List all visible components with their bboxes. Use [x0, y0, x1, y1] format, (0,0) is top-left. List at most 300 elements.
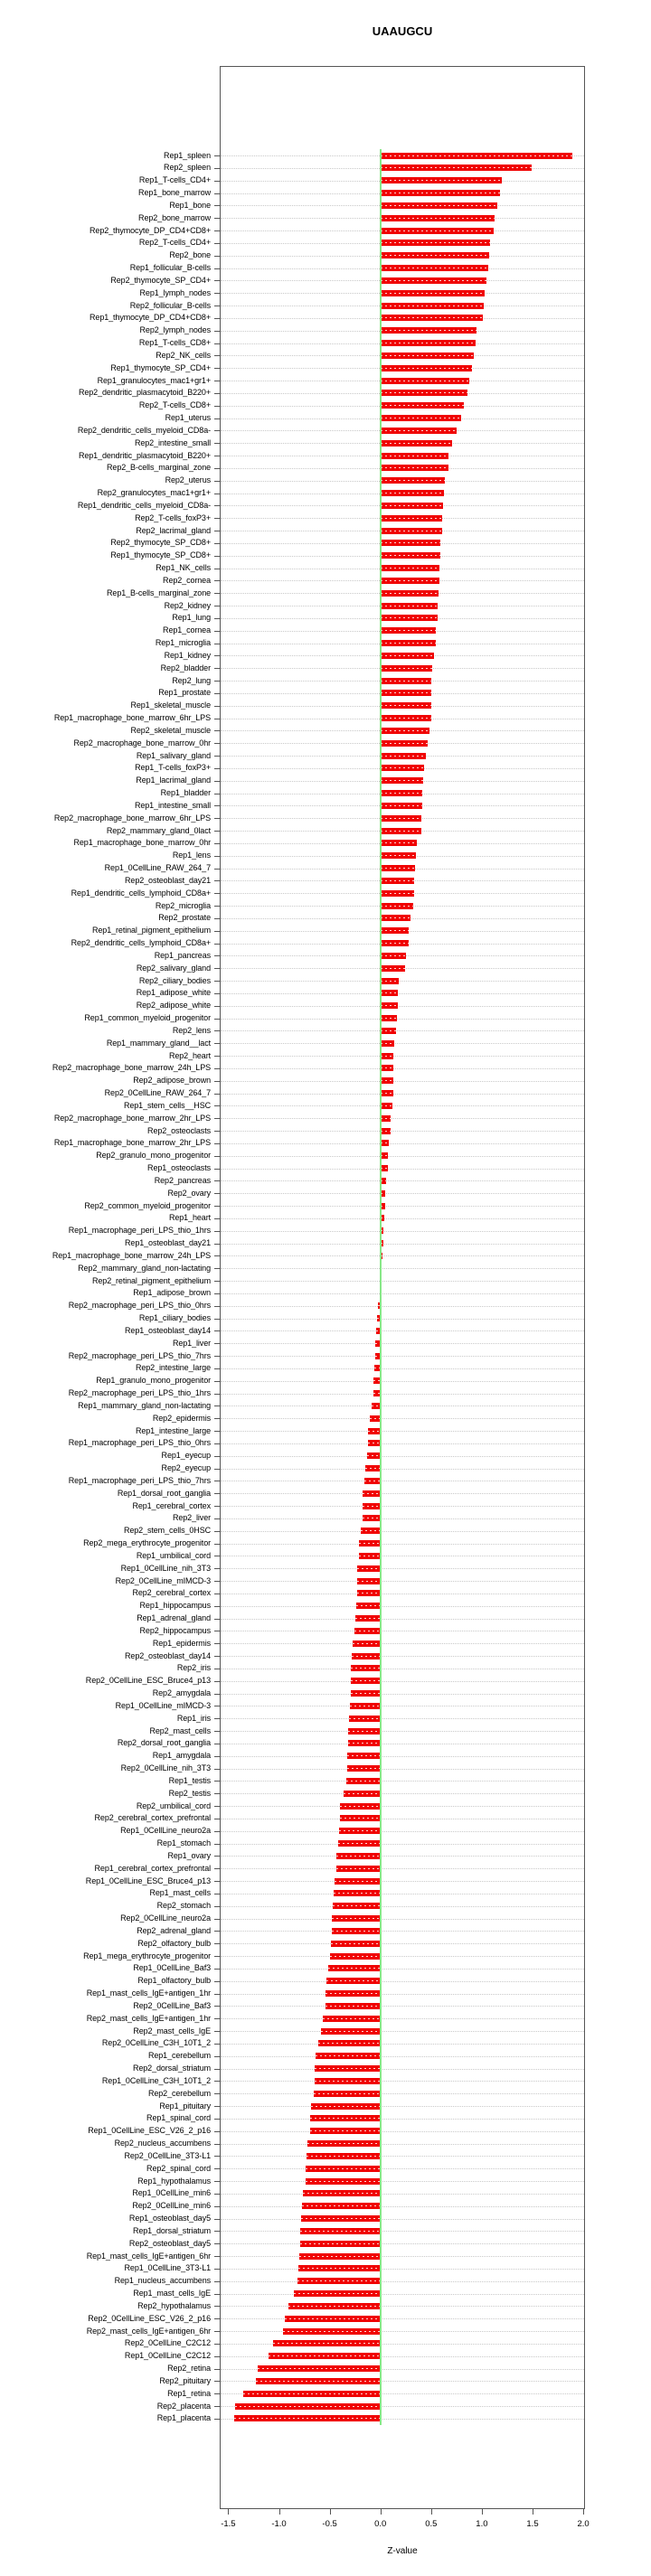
x-tick-label: 1.5 [526, 2519, 539, 2529]
row-label: Rep1_adipose_white [136, 988, 211, 998]
row-label: Rep1_osteoblast_day14 [125, 1325, 211, 1335]
y-tick [214, 1931, 220, 1932]
row-label: Rep1_NK_cells [156, 563, 211, 573]
bar-grid-dots [333, 1905, 381, 1906]
bar-grid-dots [243, 2393, 380, 2394]
bar [332, 1928, 381, 1934]
y-tick [214, 2231, 220, 2232]
y-tick [214, 2243, 220, 2244]
bar [381, 252, 489, 259]
row-label: Rep1_0CellLine_mIMCD-3 [115, 1700, 211, 1710]
bar-grid-dots [351, 1668, 381, 1669]
bar-grid-dots [381, 1093, 394, 1094]
bar [283, 2328, 381, 2335]
row-label: Rep1_dorsal_striatum [132, 2225, 211, 2235]
x-tick-label: 1.0 [476, 2519, 488, 2529]
bar [359, 1540, 381, 1547]
bar [332, 1915, 381, 1922]
gridline [221, 2206, 584, 2207]
bar [326, 1978, 380, 1984]
bar [381, 702, 431, 709]
row-label: Rep1_retinal_pigment_epithelium [92, 926, 211, 935]
row-label: Rep2_follicular_B-cells [129, 300, 211, 310]
y-tick [214, 1806, 220, 1807]
bar [355, 1615, 381, 1622]
bar-grid-dots [335, 1881, 380, 1882]
y-tick [214, 181, 220, 182]
gridline [221, 1969, 584, 1970]
y-tick [214, 2119, 220, 2120]
bar-grid-dots [347, 1755, 381, 1756]
bar [285, 2316, 380, 2322]
gridline [221, 1019, 584, 1020]
row-label: Rep2_osteoblast_day21 [125, 875, 211, 885]
row-label: Rep2_heart [168, 1050, 211, 1060]
gridline [221, 1131, 584, 1132]
y-tick [214, 593, 220, 594]
row-label: Rep2_lymph_nodes [139, 325, 211, 335]
y-tick [214, 1206, 220, 1207]
y-tick [214, 1169, 220, 1170]
gridline [221, 1868, 584, 1869]
row-label: Rep1_macrophage_bone_marrow_0hr [73, 838, 211, 848]
bar-grid-dots [381, 1056, 394, 1057]
row-label: Rep1_macrophage_peri_LPS_thio_7hrs [68, 1475, 211, 1485]
bar-grid-dots [356, 1605, 381, 1606]
bar [294, 2290, 380, 2297]
bar-grid-dots [381, 831, 421, 832]
row-label: Rep2_lens [172, 1025, 211, 1035]
bar-grid-dots [381, 555, 440, 556]
row-label: Rep1_adrenal_gland [137, 1613, 211, 1623]
bar [364, 1478, 381, 1484]
y-tick [214, 2106, 220, 2107]
row-label: Rep2_bone [169, 250, 211, 260]
row-label: Rep2_mast_cells_IgE+antigen_6hr [86, 2326, 211, 2336]
bar [300, 2228, 381, 2234]
bar [381, 915, 411, 921]
gridline [221, 1368, 584, 1369]
gridline [221, 1606, 584, 1607]
bar [381, 1165, 388, 1171]
bar [381, 978, 399, 984]
row-label: Rep2_cornea [163, 575, 211, 585]
bar [351, 1690, 381, 1697]
row-label: Rep2_olfactory_bulb [137, 1938, 211, 1948]
bar-grid-dots [381, 1080, 394, 1081]
row-label: Rep2_iris [176, 1663, 211, 1673]
gridline [221, 2181, 584, 2182]
y-tick [214, 2369, 220, 2370]
bar-grid-dots [381, 493, 445, 494]
row-label: Rep1_mega_erythrocyte_progenitor [83, 1951, 211, 1960]
bar-grid-dots [314, 2093, 381, 2094]
bar [381, 1140, 389, 1146]
gridline [221, 2231, 584, 2232]
y-tick [214, 1394, 220, 1395]
y-tick [214, 1943, 220, 1944]
bar [381, 290, 486, 296]
row-label: Rep2_dorsal_striatum [132, 2064, 211, 2073]
bar [381, 340, 476, 346]
row-label: Rep1_T-cells_foxP3+ [135, 763, 211, 773]
y-tick [214, 1544, 220, 1545]
row-label: Rep2_spinal_cord [146, 2163, 211, 2173]
gridline [221, 2318, 584, 2319]
gridline [221, 2006, 584, 2007]
bar [300, 2241, 381, 2247]
gridline [221, 1156, 584, 1157]
row-label: Rep1_mast_cells_IgE+antigen_1hr [86, 1988, 211, 1998]
bar [288, 2303, 381, 2309]
y-tick [214, 1330, 220, 1331]
row-label: Rep2_0CellLine_3T3-L1 [124, 2150, 211, 2160]
bar-grid-dots [381, 617, 438, 618]
bar-grid-dots [336, 1868, 380, 1869]
y-tick [214, 869, 220, 870]
row-label: Rep1_macrophage_bone_marrow_24h_LPS [52, 1250, 211, 1260]
row-label: Rep2_microglia [155, 900, 211, 910]
bar [381, 740, 429, 747]
row-label: Rep2_macrophage_peri_LPS_thio_1hrs [68, 1388, 211, 1398]
bar [381, 878, 414, 884]
row-label: Rep2_retinal_pigment_epithelium [92, 1275, 211, 1285]
gridline [221, 1343, 584, 1344]
bar [367, 1453, 381, 1459]
bar [234, 2415, 381, 2421]
gridline [221, 1619, 584, 1620]
row-label: Rep1_pituitary [159, 2101, 211, 2111]
gridline [221, 1244, 584, 1245]
bar-grid-dots [381, 230, 495, 231]
bar [351, 1678, 381, 1684]
row-label: Rep1_spleen [164, 150, 211, 160]
bar [336, 1866, 380, 1872]
bar [339, 1828, 381, 1834]
y-tick [214, 280, 220, 281]
row-label: Rep1_osteoblast_day21 [125, 1238, 211, 1248]
bar [346, 1778, 381, 1784]
bar [381, 715, 431, 721]
y-tick [214, 2031, 220, 2032]
bar [381, 390, 467, 396]
bar [326, 2003, 381, 2009]
bar [321, 2028, 381, 2035]
y-tick [214, 893, 220, 894]
y-tick [214, 418, 220, 419]
bar-grid-dots [381, 1131, 391, 1132]
y-tick [214, 1105, 220, 1106]
bar [311, 2103, 380, 2110]
bar-grid-dots [381, 1155, 388, 1156]
bar-grid-dots [381, 780, 423, 781]
row-label: Rep1_hippocampus [139, 1601, 211, 1611]
row-label: Rep2_kidney [164, 600, 211, 610]
bar-grid-dots [381, 1030, 396, 1031]
bar-grid-dots [340, 1806, 381, 1807]
bar-grid-dots [307, 2143, 381, 2144]
y-tick [214, 1356, 220, 1357]
bar [340, 1803, 381, 1810]
row-label: Rep2_testis [168, 1788, 211, 1798]
bar-grid-dots [381, 893, 414, 894]
bar-grid-dots [381, 692, 431, 693]
bar-grid-dots [381, 668, 432, 669]
row-label: Rep2_lacrimal_gland [136, 525, 211, 535]
row-label: Rep2_thymocyte_SP_CD4+ [110, 275, 211, 285]
y-tick [214, 1731, 220, 1732]
bar [381, 515, 442, 522]
row-label: Rep2_0CellLine_C3H_10T1_2 [101, 2038, 211, 2048]
row-label: Rep1_granulocytes_mac1+gr1+ [97, 375, 211, 385]
x-tick-label: 0.5 [425, 2519, 438, 2529]
y-tick [214, 355, 220, 356]
bar [310, 2115, 380, 2121]
bar-grid-dots [294, 2293, 380, 2294]
y-tick [214, 2056, 220, 2057]
gridline [221, 1643, 584, 1644]
y-tick [214, 756, 220, 757]
gridline [221, 1330, 584, 1331]
row-label: Rep1_lung [172, 613, 211, 623]
row-label: Rep2_epidermis [152, 1413, 211, 1423]
bar-grid-dots [381, 155, 572, 156]
bar [357, 1565, 381, 1572]
bar-grid-dots [330, 1956, 381, 1957]
bar-grid-dots [381, 405, 464, 406]
y-tick [214, 2044, 220, 2045]
bar [381, 190, 500, 196]
gridline [221, 1218, 584, 1219]
bar-grid-dots [381, 205, 497, 206]
gridline [221, 2331, 584, 2332]
bar-grid-dots [381, 868, 415, 869]
row-label: Rep2_mast_cells_IgE [133, 2026, 211, 2035]
bar [359, 1553, 381, 1559]
bar [273, 2340, 381, 2346]
bar-grid-dots [306, 2181, 381, 2182]
bar-grid-dots [381, 842, 417, 843]
row-label: Rep1_cerebral_cortex_prefrontal [94, 1863, 211, 1873]
bar-grid-dots [381, 705, 431, 706]
bar-grid-dots [357, 1581, 381, 1582]
bar [303, 2190, 380, 2196]
bar [350, 1703, 381, 1709]
gridline [221, 2018, 584, 2019]
gridline [221, 1781, 584, 1782]
row-label: Rep2_eyecup [161, 1463, 211, 1473]
bar-grid-dots [381, 167, 532, 168]
bar [381, 765, 424, 771]
gridline [221, 1030, 584, 1031]
row-label: Rep1_heart [168, 1213, 211, 1223]
y-tick [214, 2294, 220, 2295]
row-label: Rep2_macrophage_peri_LPS_thio_0hrs [68, 1301, 211, 1311]
bar [381, 728, 429, 734]
bar-grid-dots [381, 280, 487, 281]
y-tick [214, 2318, 220, 2319]
row-label: Rep1_cornea [163, 625, 211, 635]
bar-grid-dots [381, 793, 422, 794]
row-label: Rep2_skeletal_muscle [130, 725, 211, 735]
gridline [221, 1806, 584, 1807]
bar [381, 428, 457, 434]
bar-grid-dots [381, 1005, 398, 1006]
row-label: Rep1_eyecup [161, 1451, 211, 1461]
y-tick [214, 1881, 220, 1882]
bar [381, 1040, 395, 1047]
y-tick [214, 1081, 220, 1082]
y-tick [214, 818, 220, 819]
x-tick [228, 2509, 229, 2515]
y-tick [214, 1255, 220, 1256]
row-label: Rep2_granulocytes_mac1+gr1+ [97, 488, 211, 498]
bar-grid-dots [357, 1568, 381, 1569]
bar [363, 1515, 381, 1521]
bar-grid-dots [381, 593, 439, 594]
x-tick [482, 2509, 483, 2515]
y-tick [214, 1030, 220, 1031]
row-label: Rep2_osteoblast_day14 [125, 1650, 211, 1660]
bar [306, 2178, 381, 2185]
row-label: Rep2_macrophage_bone_marrow_0hr [73, 738, 211, 747]
bar [381, 353, 474, 359]
gridline [221, 2194, 584, 2195]
bar [381, 840, 417, 846]
y-tick [214, 268, 220, 269]
bar [381, 365, 472, 371]
bar [381, 815, 421, 822]
gridline [221, 1143, 584, 1144]
gridline [221, 1381, 584, 1382]
bar [243, 2391, 380, 2397]
row-label: Rep1_0CellLine_RAW_264_7 [104, 863, 211, 873]
bar [381, 1077, 394, 1084]
gridline [221, 1469, 584, 1470]
row-label: Rep1_microglia [155, 638, 211, 648]
gridline [221, 2131, 584, 2132]
y-tick [214, 706, 220, 707]
row-label: Rep2_intestine_large [135, 1363, 211, 1373]
row-label: Rep2_common_myeloid_progenitor [84, 1200, 211, 1210]
bar [381, 653, 434, 659]
y-tick [214, 155, 220, 156]
row-label: Rep1_lens [172, 851, 211, 860]
x-tick-label: -1.0 [271, 2519, 287, 2529]
bar-grid-dots [363, 1506, 381, 1507]
bar [323, 2016, 381, 2022]
row-label: Rep1_granulo_mono_progenitor [96, 1376, 211, 1386]
bar-grid-dots [359, 1543, 381, 1544]
gridline [221, 1443, 584, 1444]
y-tick [214, 468, 220, 469]
row-label: Rep2_macrophage_bone_marrow_6hr_LPS [53, 813, 211, 823]
bar-grid-dots [381, 805, 422, 806]
bar-grid-dots [381, 767, 424, 768]
bar-grid-dots [381, 992, 398, 993]
bar [381, 303, 484, 309]
bar [381, 603, 438, 609]
y-tick [214, 1180, 220, 1181]
bar-grid-dots [381, 630, 437, 631]
gridline [221, 1006, 584, 1007]
gridline [221, 2144, 584, 2145]
y-tick [214, 944, 220, 945]
gridline [221, 1169, 584, 1170]
row-label: Rep1_placenta [156, 2413, 211, 2423]
bar [381, 1090, 394, 1096]
gridline [221, 1943, 584, 1944]
bar [357, 1578, 381, 1584]
x-tick [330, 2509, 331, 2515]
y-tick [214, 1906, 220, 1907]
bar-grid-dots [353, 1643, 380, 1644]
row-label: Rep2_0CellLine_Baf3 [133, 2000, 211, 2010]
row-label: Rep2_T-cells_CD4+ [138, 238, 211, 248]
row-label: Rep2_osteoblast_day5 [128, 2238, 211, 2248]
bar-grid-dots [381, 355, 474, 356]
bar-grid-dots [381, 443, 453, 444]
row-label: Rep2_0CellLine_C2C12 [124, 2338, 211, 2348]
bar [381, 615, 438, 621]
y-tick [214, 1343, 220, 1344]
bar [349, 1716, 381, 1722]
bar-grid-dots [300, 2243, 381, 2244]
gridline [221, 2243, 584, 2244]
gridline [221, 1068, 584, 1069]
bar-grid-dots [331, 1943, 381, 1944]
row-label: Rep1_testis [168, 1775, 211, 1785]
gridline [221, 1180, 584, 1181]
bar [381, 927, 409, 934]
bar [381, 327, 477, 334]
y-tick [214, 805, 220, 806]
bar-grid-dots [326, 1980, 380, 1981]
bar-grid-dots [381, 1168, 388, 1169]
row-label: Rep2_stomach [156, 1901, 211, 1911]
bar [298, 2265, 381, 2271]
row-label: Rep1_epidermis [152, 1638, 211, 1648]
bar-grid-dots [381, 330, 477, 331]
row-label: Rep2_spleen [164, 163, 211, 173]
y-tick [214, 856, 220, 857]
bar-grid-dots [234, 2418, 381, 2419]
bar-grid-dots [338, 1843, 381, 1844]
gridline [221, 1531, 584, 1532]
bar-grid-dots [326, 1993, 381, 1994]
gridline [221, 2256, 584, 2257]
bar [381, 578, 439, 584]
row-label: Rep2_granulo_mono_progenitor [96, 1151, 211, 1161]
gridline [221, 2044, 584, 2045]
bar-grid-dots [381, 1142, 389, 1143]
y-tick [214, 1844, 220, 1845]
bar-grid-dots [269, 2355, 380, 2356]
bar [381, 540, 440, 546]
y-tick [214, 1469, 220, 1470]
bar [356, 1603, 381, 1609]
y-tick [214, 1781, 220, 1782]
bar-grid-dots [381, 955, 406, 956]
row-label: Rep2_dendritic_cells_myeloid_CD8a- [77, 425, 211, 435]
bar-grid-dots [363, 1493, 381, 1494]
row-label: Rep2_adrenal_gland [137, 1925, 211, 1935]
bar-grid-dots [301, 2218, 381, 2219]
row-label: Rep2_cerebral_cortex_prefrontal [94, 1813, 211, 1823]
row-label: Rep1_0CellLine_nih_3T3 [120, 1563, 211, 1573]
y-tick [214, 2131, 220, 2132]
gridline [221, 993, 584, 994]
